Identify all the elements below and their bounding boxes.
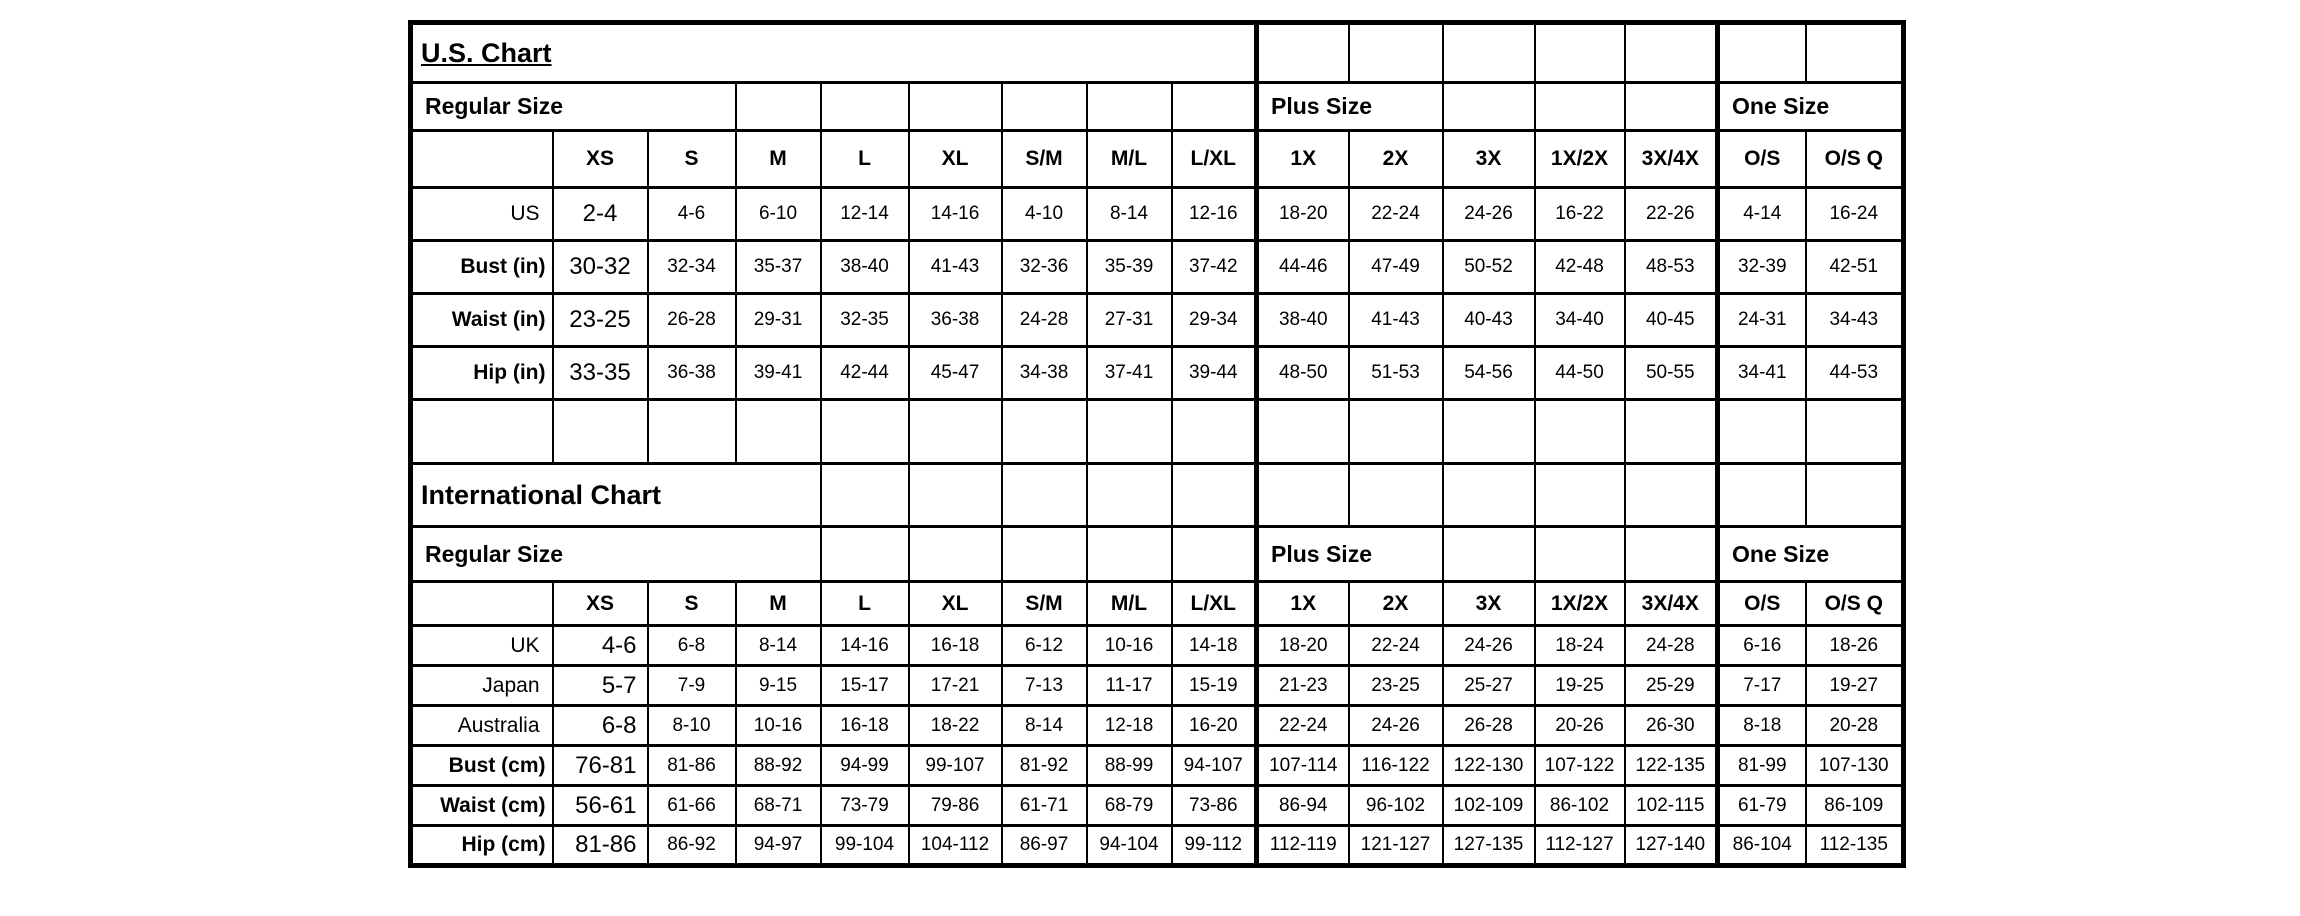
table-row xyxy=(411,706,1904,746)
row-label: Bust (in) xyxy=(411,241,553,294)
spacer-cell xyxy=(411,400,553,464)
empty-cell xyxy=(1443,527,1535,582)
empty-cell xyxy=(1718,464,1806,527)
value-cell: 127-140 xyxy=(1625,826,1718,866)
table-row xyxy=(411,527,1904,582)
value-cell: 8-10 xyxy=(648,706,736,746)
size-header-3x-4x: 3X/4X xyxy=(1625,582,1718,626)
value-cell: 76-81 xyxy=(553,746,648,786)
value-cell: 24-26 xyxy=(1443,188,1535,241)
value-cell: 19-25 xyxy=(1535,666,1625,706)
value-cell: 22-24 xyxy=(1349,188,1443,241)
value-cell: 94-104 xyxy=(1087,826,1172,866)
value-cell: 10-16 xyxy=(736,706,821,746)
size-header-2x: 2X xyxy=(1349,582,1443,626)
empty-cell xyxy=(1535,83,1625,131)
value-cell: 23-25 xyxy=(553,294,648,347)
value-cell: 14-16 xyxy=(821,626,909,666)
table-row xyxy=(411,347,1904,400)
value-cell: 16-24 xyxy=(1806,188,1904,241)
value-cell: 121-127 xyxy=(1349,826,1443,866)
value-cell: 7-13 xyxy=(1002,666,1087,706)
value-cell: 7-9 xyxy=(648,666,736,706)
value-cell: 11-17 xyxy=(1087,666,1172,706)
value-cell: 25-29 xyxy=(1625,666,1718,706)
value-cell: 23-25 xyxy=(1349,666,1443,706)
size-header-1x-2x: 1X/2X xyxy=(1535,582,1625,626)
size-header-3x: 3X xyxy=(1443,582,1535,626)
value-cell: 50-55 xyxy=(1625,347,1718,400)
size-header-3x-4x: 3X/4X xyxy=(1625,131,1718,188)
value-cell: 81-99 xyxy=(1718,746,1806,786)
value-cell: 17-21 xyxy=(909,666,1002,706)
size-header-xl: XL xyxy=(909,582,1002,626)
spacer-cell xyxy=(1535,400,1625,464)
size-chart-table xyxy=(408,20,1906,868)
table-row xyxy=(411,294,1904,347)
value-cell: 44-50 xyxy=(1535,347,1625,400)
empty-cell xyxy=(1087,527,1172,582)
value-cell: 38-40 xyxy=(1257,294,1349,347)
size-header-s-m: S/M xyxy=(1002,131,1087,188)
value-cell: 16-22 xyxy=(1535,188,1625,241)
value-cell: 40-43 xyxy=(1443,294,1535,347)
value-cell: 6-8 xyxy=(553,706,648,746)
value-cell: 99-104 xyxy=(821,826,909,866)
value-cell: 34-40 xyxy=(1535,294,1625,347)
value-cell: 33-35 xyxy=(553,347,648,400)
size-header-1x-2x: 1X/2X xyxy=(1535,131,1625,188)
value-cell: 107-130 xyxy=(1806,746,1904,786)
value-cell: 14-18 xyxy=(1172,626,1257,666)
table-row xyxy=(411,786,1904,826)
table-row xyxy=(411,826,1904,866)
spacer-cell xyxy=(1806,400,1904,464)
value-cell: 22-24 xyxy=(1257,706,1349,746)
value-cell: 18-20 xyxy=(1257,626,1349,666)
empty-cell xyxy=(1002,527,1087,582)
empty-cell xyxy=(1172,464,1257,527)
value-cell: 10-16 xyxy=(1087,626,1172,666)
empty-cell xyxy=(1172,83,1257,131)
spacer-cell xyxy=(1443,400,1535,464)
value-cell: 68-71 xyxy=(736,786,821,826)
intl-chart-title: International Chart xyxy=(411,464,821,527)
value-cell: 56-61 xyxy=(553,786,648,826)
empty-cell xyxy=(1349,464,1443,527)
empty-cell xyxy=(1443,464,1535,527)
empty-cell xyxy=(1443,83,1535,131)
empty-cell xyxy=(1535,23,1625,83)
us-one-size-label: One Size xyxy=(1718,83,1904,131)
row-label: Bust (cm) xyxy=(411,746,553,786)
value-cell: 7-17 xyxy=(1718,666,1806,706)
intl-one-size-label: One Size xyxy=(1718,527,1904,582)
size-header-m: M xyxy=(736,582,821,626)
value-cell: 24-28 xyxy=(1002,294,1087,347)
value-cell: 48-53 xyxy=(1625,241,1718,294)
table-row xyxy=(411,241,1904,294)
size-header-l-xl: L/XL xyxy=(1172,131,1257,188)
spacer-cell xyxy=(821,400,909,464)
value-cell: 68-79 xyxy=(1087,786,1172,826)
value-cell: 24-26 xyxy=(1443,626,1535,666)
value-cell: 122-135 xyxy=(1625,746,1718,786)
value-cell: 116-122 xyxy=(1349,746,1443,786)
value-cell: 26-28 xyxy=(1443,706,1535,746)
spacer-cell xyxy=(648,400,736,464)
empty-cell xyxy=(909,83,1002,131)
value-cell: 37-41 xyxy=(1087,347,1172,400)
value-cell: 81-86 xyxy=(553,826,648,866)
value-cell: 4-6 xyxy=(553,626,648,666)
size-header-xs: XS xyxy=(553,131,648,188)
value-cell: 29-31 xyxy=(736,294,821,347)
table-row xyxy=(411,626,1904,666)
row-label: Japan xyxy=(411,666,553,706)
value-cell: 9-15 xyxy=(736,666,821,706)
size-header-l: L xyxy=(821,131,909,188)
value-cell: 35-37 xyxy=(736,241,821,294)
empty-cell xyxy=(909,464,1002,527)
empty-cell xyxy=(1257,464,1349,527)
size-header-2x: 2X xyxy=(1349,131,1443,188)
value-cell: 26-30 xyxy=(1625,706,1718,746)
value-cell: 94-97 xyxy=(736,826,821,866)
value-cell: 12-16 xyxy=(1172,188,1257,241)
value-cell: 42-51 xyxy=(1806,241,1904,294)
value-cell: 47-49 xyxy=(1349,241,1443,294)
spacer-cell xyxy=(553,400,648,464)
table-row xyxy=(411,131,1904,188)
size-header-o-s-q: O/S Q xyxy=(1806,582,1904,626)
empty-cell xyxy=(1718,23,1806,83)
us-regular-size-label: Regular Size xyxy=(411,83,736,131)
value-cell: 94-99 xyxy=(821,746,909,786)
empty-cell xyxy=(1002,464,1087,527)
value-cell: 25-27 xyxy=(1443,666,1535,706)
empty-cell xyxy=(1806,464,1904,527)
value-cell: 4-6 xyxy=(648,188,736,241)
value-cell: 45-47 xyxy=(909,347,1002,400)
value-cell: 32-36 xyxy=(1002,241,1087,294)
value-cell: 30-32 xyxy=(553,241,648,294)
value-cell: 42-44 xyxy=(821,347,909,400)
size-header-m-l: M/L xyxy=(1087,582,1172,626)
value-cell: 6-10 xyxy=(736,188,821,241)
spacer-cell xyxy=(1625,400,1718,464)
value-cell: 50-52 xyxy=(1443,241,1535,294)
value-cell: 42-48 xyxy=(1535,241,1625,294)
table-row xyxy=(411,464,1904,527)
us-chart-title: U.S. Chart xyxy=(411,23,1257,83)
value-cell: 88-92 xyxy=(736,746,821,786)
row-label: Waist (in) xyxy=(411,294,553,347)
value-cell: 34-38 xyxy=(1002,347,1087,400)
value-cell: 61-66 xyxy=(648,786,736,826)
empty-cell xyxy=(1806,23,1904,83)
spacer-cell xyxy=(1349,400,1443,464)
empty-cell xyxy=(1087,83,1172,131)
value-cell: 4-14 xyxy=(1718,188,1806,241)
value-cell: 4-10 xyxy=(1002,188,1087,241)
value-cell: 20-28 xyxy=(1806,706,1904,746)
size-header-s: S xyxy=(648,582,736,626)
empty-cell xyxy=(821,464,909,527)
value-cell: 73-86 xyxy=(1172,786,1257,826)
size-header-s-m: S/M xyxy=(1002,582,1087,626)
value-cell: 18-26 xyxy=(1806,626,1904,666)
size-header-3x: 3X xyxy=(1443,131,1535,188)
row-label: Hip (cm) xyxy=(411,826,553,866)
value-cell: 32-34 xyxy=(648,241,736,294)
value-cell: 34-41 xyxy=(1718,347,1806,400)
table-row xyxy=(411,23,1904,83)
value-cell: 112-135 xyxy=(1806,826,1904,866)
empty-cell xyxy=(1625,527,1718,582)
value-cell: 86-97 xyxy=(1002,826,1087,866)
intl-plus-size-label: Plus Size xyxy=(1257,527,1443,582)
value-cell: 16-20 xyxy=(1172,706,1257,746)
value-cell: 112-119 xyxy=(1257,826,1349,866)
value-cell: 86-92 xyxy=(648,826,736,866)
value-cell: 61-79 xyxy=(1718,786,1806,826)
value-cell: 14-16 xyxy=(909,188,1002,241)
value-cell: 38-40 xyxy=(821,241,909,294)
size-header-1x: 1X xyxy=(1257,131,1349,188)
value-cell: 112-127 xyxy=(1535,826,1625,866)
value-cell: 6-12 xyxy=(1002,626,1087,666)
value-cell: 48-50 xyxy=(1257,347,1349,400)
size-header-m-l: M/L xyxy=(1087,131,1172,188)
empty-cell xyxy=(1257,23,1349,83)
value-cell: 24-26 xyxy=(1349,706,1443,746)
empty-cell xyxy=(1625,23,1718,83)
value-cell: 41-43 xyxy=(909,241,1002,294)
value-cell: 44-46 xyxy=(1257,241,1349,294)
value-cell: 37-42 xyxy=(1172,241,1257,294)
value-cell: 94-107 xyxy=(1172,746,1257,786)
value-cell: 44-53 xyxy=(1806,347,1904,400)
value-cell: 39-44 xyxy=(1172,347,1257,400)
value-cell: 79-86 xyxy=(909,786,1002,826)
value-cell: 8-18 xyxy=(1718,706,1806,746)
value-cell: 22-26 xyxy=(1625,188,1718,241)
value-cell: 18-22 xyxy=(909,706,1002,746)
size-header-xs: XS xyxy=(553,582,648,626)
value-cell: 26-28 xyxy=(648,294,736,347)
spacer-cell xyxy=(1172,400,1257,464)
value-cell: 2-4 xyxy=(553,188,648,241)
size-header-o-s: O/S xyxy=(1718,131,1806,188)
value-cell: 96-102 xyxy=(1349,786,1443,826)
value-cell: 86-109 xyxy=(1806,786,1904,826)
value-cell: 12-14 xyxy=(821,188,909,241)
value-cell: 15-19 xyxy=(1172,666,1257,706)
spacer-cell xyxy=(1087,400,1172,464)
empty-cell xyxy=(1535,464,1625,527)
spacer-cell xyxy=(1257,400,1349,464)
value-cell: 18-20 xyxy=(1257,188,1349,241)
size-header-s: S xyxy=(648,131,736,188)
us-plus-size-label: Plus Size xyxy=(1257,83,1443,131)
table-row xyxy=(411,666,1904,706)
size-header-m: M xyxy=(736,131,821,188)
value-cell: 86-104 xyxy=(1718,826,1806,866)
value-cell: 35-39 xyxy=(1087,241,1172,294)
value-cell: 127-135 xyxy=(1443,826,1535,866)
empty-cell xyxy=(1625,464,1718,527)
spacer-cell xyxy=(1002,400,1087,464)
value-cell: 41-43 xyxy=(1349,294,1443,347)
value-cell: 32-39 xyxy=(1718,241,1806,294)
value-cell: 5-7 xyxy=(553,666,648,706)
empty-cell xyxy=(1443,23,1535,83)
value-cell: 104-112 xyxy=(909,826,1002,866)
value-cell: 122-130 xyxy=(1443,746,1535,786)
value-cell: 88-99 xyxy=(1087,746,1172,786)
value-cell: 20-26 xyxy=(1535,706,1625,746)
value-cell: 12-18 xyxy=(1087,706,1172,746)
value-cell: 81-86 xyxy=(648,746,736,786)
table-row xyxy=(411,400,1904,464)
value-cell: 19-27 xyxy=(1806,666,1904,706)
row-label: US xyxy=(411,188,553,241)
value-cell: 16-18 xyxy=(821,706,909,746)
value-cell: 18-24 xyxy=(1535,626,1625,666)
value-cell: 36-38 xyxy=(648,347,736,400)
empty-cell xyxy=(1535,527,1625,582)
spacer-cell xyxy=(736,400,821,464)
value-cell: 40-45 xyxy=(1625,294,1718,347)
value-cell: 8-14 xyxy=(1002,706,1087,746)
value-cell: 81-92 xyxy=(1002,746,1087,786)
empty-cell xyxy=(1625,83,1718,131)
value-cell: 61-71 xyxy=(1002,786,1087,826)
corner-cell xyxy=(411,582,553,626)
value-cell: 51-53 xyxy=(1349,347,1443,400)
empty-cell xyxy=(736,83,821,131)
table-row xyxy=(411,83,1904,131)
value-cell: 16-18 xyxy=(909,626,1002,666)
empty-cell xyxy=(1349,23,1443,83)
row-label: Hip (in) xyxy=(411,347,553,400)
value-cell: 8-14 xyxy=(1087,188,1172,241)
value-cell: 27-31 xyxy=(1087,294,1172,347)
table-row xyxy=(411,746,1904,786)
size-header-l-xl: L/XL xyxy=(1172,582,1257,626)
value-cell: 21-23 xyxy=(1257,666,1349,706)
value-cell: 8-14 xyxy=(736,626,821,666)
size-header-1x: 1X xyxy=(1257,582,1349,626)
table-row xyxy=(411,582,1904,626)
value-cell: 6-16 xyxy=(1718,626,1806,666)
size-header-o-s-q: O/S Q xyxy=(1806,131,1904,188)
value-cell: 34-43 xyxy=(1806,294,1904,347)
size-header-xl: XL xyxy=(909,131,1002,188)
row-label: Waist (cm) xyxy=(411,786,553,826)
empty-cell xyxy=(909,527,1002,582)
empty-cell xyxy=(1172,527,1257,582)
intl-regular-size-label: Regular Size xyxy=(411,527,821,582)
row-label: UK xyxy=(411,626,553,666)
value-cell: 107-114 xyxy=(1257,746,1349,786)
spacer-cell xyxy=(909,400,1002,464)
size-header-o-s: O/S xyxy=(1718,582,1806,626)
empty-cell xyxy=(821,527,909,582)
value-cell: 73-79 xyxy=(821,786,909,826)
empty-cell xyxy=(1002,83,1087,131)
corner-cell xyxy=(411,131,553,188)
row-label: Australia xyxy=(411,706,553,746)
value-cell: 86-102 xyxy=(1535,786,1625,826)
value-cell: 24-28 xyxy=(1625,626,1718,666)
value-cell: 29-34 xyxy=(1172,294,1257,347)
size-chart-body xyxy=(411,23,1904,866)
value-cell: 102-109 xyxy=(1443,786,1535,826)
empty-cell xyxy=(821,83,909,131)
empty-cell xyxy=(1087,464,1172,527)
value-cell: 102-115 xyxy=(1625,786,1718,826)
value-cell: 36-38 xyxy=(909,294,1002,347)
value-cell: 6-8 xyxy=(648,626,736,666)
value-cell: 15-17 xyxy=(821,666,909,706)
value-cell: 22-24 xyxy=(1349,626,1443,666)
value-cell: 32-35 xyxy=(821,294,909,347)
table-row xyxy=(411,188,1904,241)
value-cell: 24-31 xyxy=(1718,294,1806,347)
value-cell: 99-112 xyxy=(1172,826,1257,866)
value-cell: 86-94 xyxy=(1257,786,1349,826)
value-cell: 54-56 xyxy=(1443,347,1535,400)
value-cell: 39-41 xyxy=(736,347,821,400)
value-cell: 107-122 xyxy=(1535,746,1625,786)
value-cell: 99-107 xyxy=(909,746,1002,786)
size-header-l: L xyxy=(821,582,909,626)
spacer-cell xyxy=(1718,400,1806,464)
